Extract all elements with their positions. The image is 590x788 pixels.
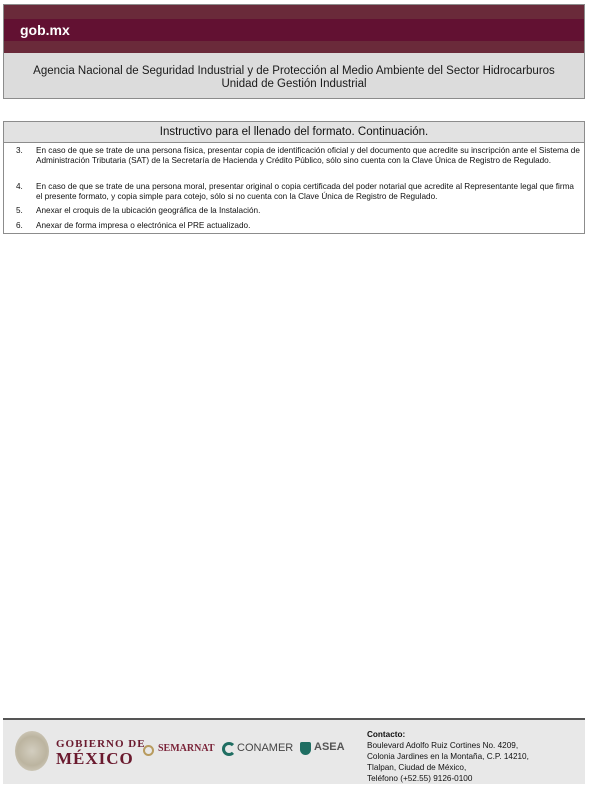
item-number: 6. xyxy=(16,221,23,230)
gob-band xyxy=(4,19,584,41)
item-number: 4. xyxy=(16,182,23,191)
national-seal-icon xyxy=(15,731,49,771)
item-text: En caso de que se trate de una persona moral, presentar original o copia certificada del poder notarial que acredite al Representante legal que firma el presente formato, y copia simple para cotejo, sólo si no cuenta con la Clave Única de Registro de Regulado. xyxy=(36,182,574,201)
page-footer xyxy=(3,718,585,784)
item-text: En caso de que se trate de una persona física, presentar copia de identificación oficial y del documento que acredite su inscripción ante el Sistema de Administración Tributaria (SAT) de la Secretaría de Hacienda y Crédito Público, sólo sino cuenta con la Clave Única de Registro de Regulado. xyxy=(36,146,580,165)
item-text: Anexar de forma impresa o electrónica el PRE actualizado. xyxy=(36,221,251,230)
asea-shield-icon xyxy=(300,742,311,755)
page-header xyxy=(3,4,585,99)
contact-label: Contacto: xyxy=(367,730,406,739)
contact-address-1: Boulevard Adolfo Ruiz Cortines No. 4209, xyxy=(367,741,519,750)
contact-address-2: Colonia Jardines en la Montaña, C.P. 14210, xyxy=(367,752,529,761)
contact-info xyxy=(367,729,529,784)
conamer-logo: CONAMER xyxy=(237,742,294,754)
agency-title xyxy=(4,65,584,91)
semarnat-logo: SEMARNAT xyxy=(158,743,215,754)
gobierno-logo-line2: MÉXICO xyxy=(56,749,134,768)
gobierno-logo-line1: GOBIERNO DE xyxy=(56,738,146,750)
asea-logo: ASEA xyxy=(314,741,345,753)
instructions-title: Instructivo para el llenado del formato. Continuación. xyxy=(4,122,584,143)
conamer-icon xyxy=(222,742,236,756)
unit-name: Unidad de Gestión Industrial xyxy=(221,78,367,90)
contact-phone: Teléfono (+52.55) 9126-0100 xyxy=(367,774,473,783)
item-number: 5. xyxy=(16,206,23,215)
gob-mx-logo[interactable]: gob.mx xyxy=(20,22,70,38)
contact-address-3: Tlalpan, Ciudad de México, xyxy=(367,763,467,772)
agency-name: Agencia Nacional de Seguridad Industrial y de Protección al Medio Ambiente del Sector Hidrocarburos xyxy=(33,65,555,77)
item-text: Anexar el croquis de la ubicación geográfica de la Instalación. xyxy=(36,206,261,215)
instructions-box xyxy=(3,121,585,234)
semarnat-icon xyxy=(143,745,154,756)
item-number: 3. xyxy=(16,146,23,155)
